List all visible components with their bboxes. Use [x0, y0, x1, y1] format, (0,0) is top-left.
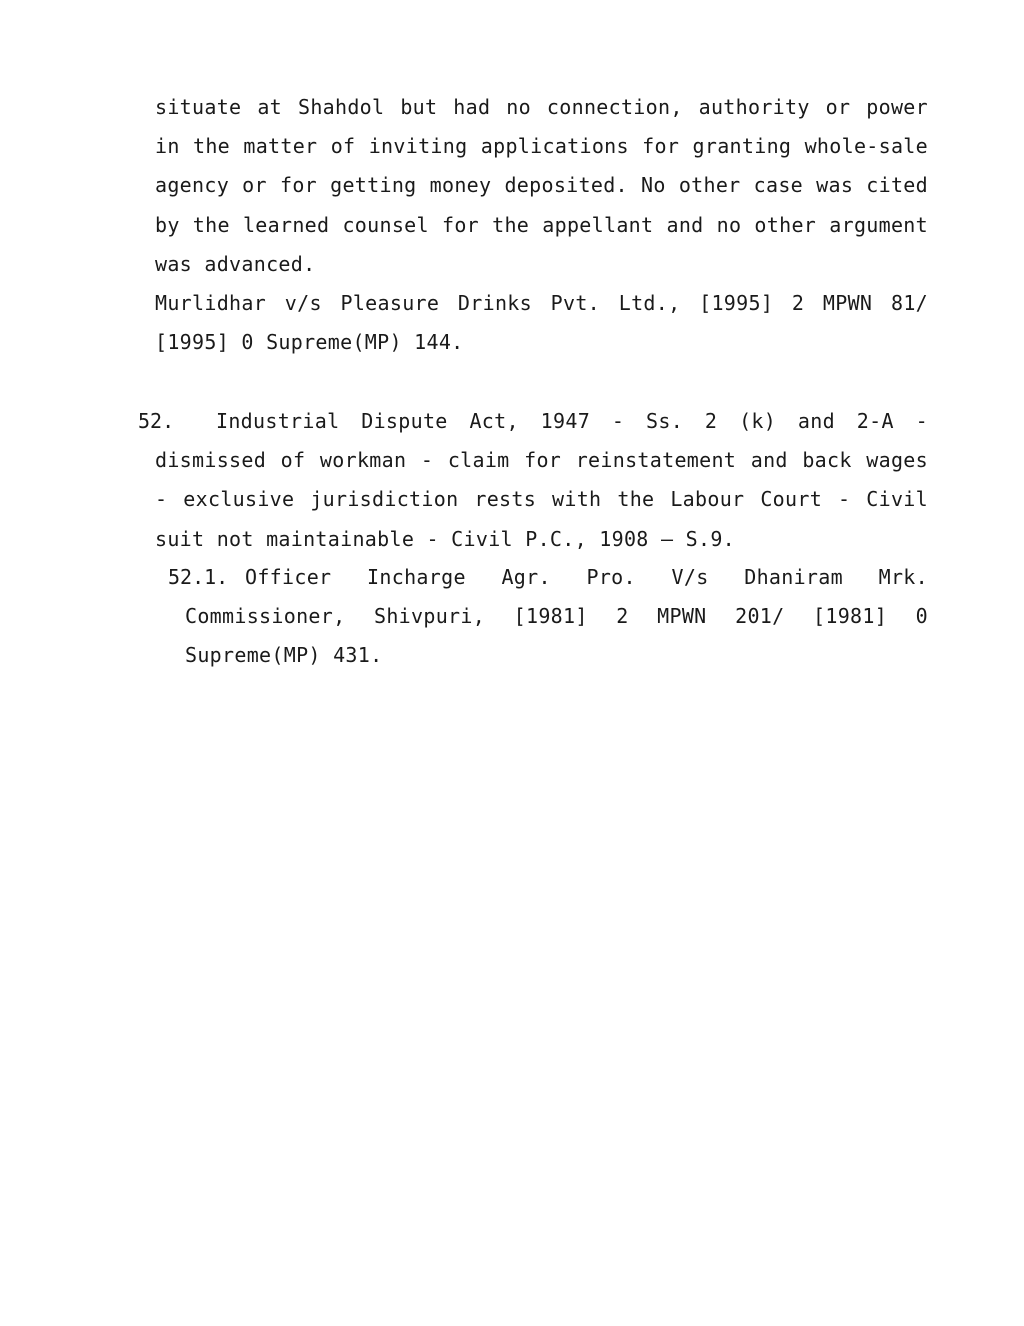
headnote-entry-52-1: [168, 558, 928, 676]
headnote-entry-52: [138, 402, 928, 559]
sub-entry-citation: Officer Incharge Agr. Pro. V/s Dhaniram Mrk. Commissioner, Shivpuri, [1981] 2 MPWN 201/ [1981] 0 Supreme(MP) 431.: [185, 565, 928, 668]
headnote-text: Industrial Dispute Act, 1947 - Ss. 2 (k) and 2-A - dismissed of workman - claim for reinstatement and back wages - exclusive jurisdiction rests with the Labour Court - Civil suit not maintainable - Civil P.C., 1908 – S.9.: [155, 409, 928, 551]
sub-entry-number: 52.1.: [168, 565, 229, 589]
headnote-number: 52.: [138, 409, 175, 433]
paragraph-body: situate at Shahdol but had no connection, authority or power in the matter of inviting applications for granting whole-sale agency or for getting money deposited. No other case was cited by the learned counsel for the appellant and no other argument was advanced.: [155, 95, 928, 276]
case-citation: Murlidhar v/s Pleasure Drinks Pvt. Ltd., [1995] 2 MPWN 81/ [1995] 0 Supreme(MP) 144.: [155, 291, 928, 355]
